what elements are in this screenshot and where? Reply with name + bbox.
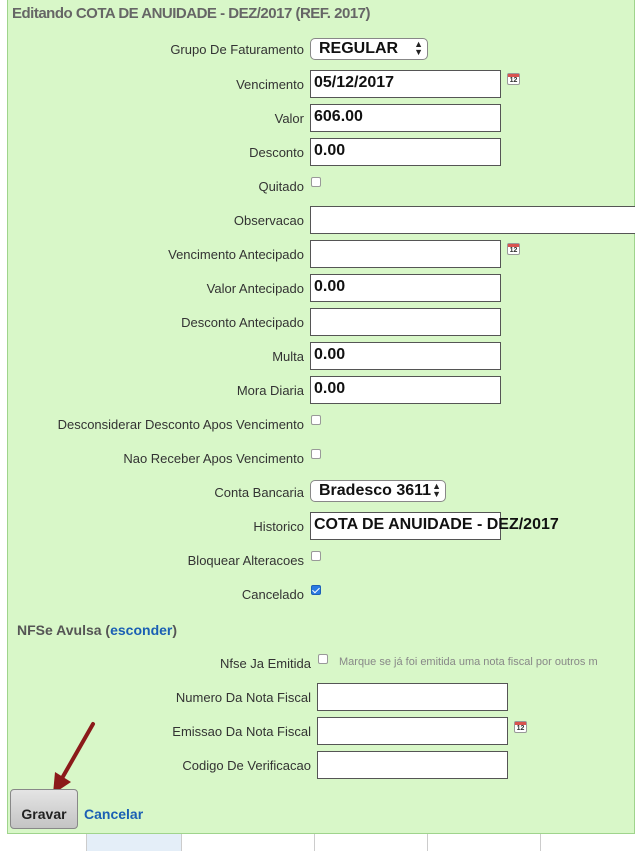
vencimento-label: Vencimento bbox=[236, 77, 304, 92]
gravar-button[interactable]: Gravar bbox=[10, 789, 78, 829]
multa-label: Multa bbox=[272, 349, 304, 364]
desconsiderar-desconto-checkbox[interactable] bbox=[311, 415, 321, 425]
calendar-icon[interactable]: 12 bbox=[507, 73, 520, 85]
select-arrows-icon: ▲ ▼ bbox=[432, 481, 441, 499]
conta-bancaria-label: Conta Bancaria bbox=[214, 485, 304, 500]
observacao-label: Observacao bbox=[233, 213, 304, 228]
desconto-input[interactable]: 0.00 bbox=[310, 138, 501, 166]
conta-bancaria-select[interactable] bbox=[310, 480, 446, 502]
quitado-checkbox[interactable] bbox=[311, 177, 321, 187]
codigo-verificacao-label: Codigo De Verificacao bbox=[182, 758, 311, 773]
cancelado-checkbox[interactable] bbox=[311, 585, 321, 595]
nfse-ja-emitida-checkbox[interactable] bbox=[318, 654, 328, 664]
valor-input[interactable]: 606.00 bbox=[310, 104, 501, 132]
valor-label: Valor bbox=[274, 111, 304, 126]
vencimento-antecipado-label: Vencimento Antecipado bbox=[168, 247, 304, 262]
annotation-arrow-icon bbox=[45, 720, 105, 800]
nfse-section-title: NFSe Avulsa (esconder) bbox=[17, 622, 178, 638]
valor-antecipado-input[interactable]: 0.00 bbox=[310, 274, 501, 302]
numero-nota-input[interactable] bbox=[317, 683, 508, 711]
mora-diaria-label: Mora Diaria bbox=[236, 383, 304, 398]
grupo-faturamento-select[interactable] bbox=[310, 38, 428, 60]
grupo-faturamento-value: REGULAR bbox=[319, 40, 399, 57]
nfse-ja-emitida-hint: Marque se já foi emitida uma nota fiscal por outros m bbox=[339, 656, 598, 668]
conta-bancaria-value: Bradesco 3611 bbox=[319, 482, 432, 499]
nao-receber-checkbox[interactable] bbox=[311, 449, 321, 459]
multa-input[interactable]: 0.00 bbox=[310, 342, 501, 370]
grupo-faturamento-label: Grupo De Faturamento bbox=[170, 42, 304, 57]
esconder-link[interactable]: esconder bbox=[110, 622, 173, 638]
bloquear-alteracoes-label: Bloquear Alteracoes bbox=[187, 553, 304, 568]
vencimento-input[interactable]: 05/12/2017 bbox=[310, 70, 501, 98]
cancelar-link[interactable]: Cancelar bbox=[84, 806, 144, 822]
historico-input[interactable]: COTA DE ANUIDADE - DEZ/2017 bbox=[310, 512, 501, 540]
calendar-icon[interactable]: 12 bbox=[507, 243, 520, 255]
emissao-nota-input[interactable] bbox=[317, 717, 508, 745]
codigo-verificacao-input[interactable] bbox=[317, 751, 508, 779]
historico-label: Historico bbox=[253, 519, 304, 534]
nao-receber-label: Nao Receber Apos Vencimento bbox=[123, 451, 304, 466]
valor-antecipado-label: Valor Antecipado bbox=[206, 281, 304, 296]
observacao-input[interactable] bbox=[310, 206, 635, 234]
desconto-antecipado-label: Desconto Antecipado bbox=[181, 315, 304, 330]
calendar-icon[interactable]: 12 bbox=[514, 721, 527, 733]
desconsiderar-desconto-label: Desconsiderar Desconto Apos Vencimento bbox=[57, 417, 304, 432]
bottom-tab-strip bbox=[7, 834, 635, 851]
emissao-nota-label: Emissao Da Nota Fiscal bbox=[172, 724, 311, 739]
numero-nota-label: Numero Da Nota Fiscal bbox=[175, 690, 311, 705]
select-arrows-icon: ▲ ▼ bbox=[414, 39, 423, 57]
cancelado-label: Cancelado bbox=[241, 587, 304, 602]
desconto-antecipado-input[interactable] bbox=[310, 308, 501, 336]
nfse-ja-emitida-label: Nfse Ja Emitida bbox=[219, 656, 311, 671]
page-title: Editando COTA DE ANUIDADE - DEZ/2017 (REF. 2017) bbox=[12, 5, 371, 22]
vencimento-antecipado-input[interactable] bbox=[310, 240, 501, 268]
bloquear-alteracoes-checkbox[interactable] bbox=[311, 551, 321, 561]
mora-diaria-input[interactable]: 0.00 bbox=[310, 376, 501, 404]
desconto-label: Desconto bbox=[249, 145, 304, 160]
quitado-label: Quitado bbox=[258, 179, 304, 194]
